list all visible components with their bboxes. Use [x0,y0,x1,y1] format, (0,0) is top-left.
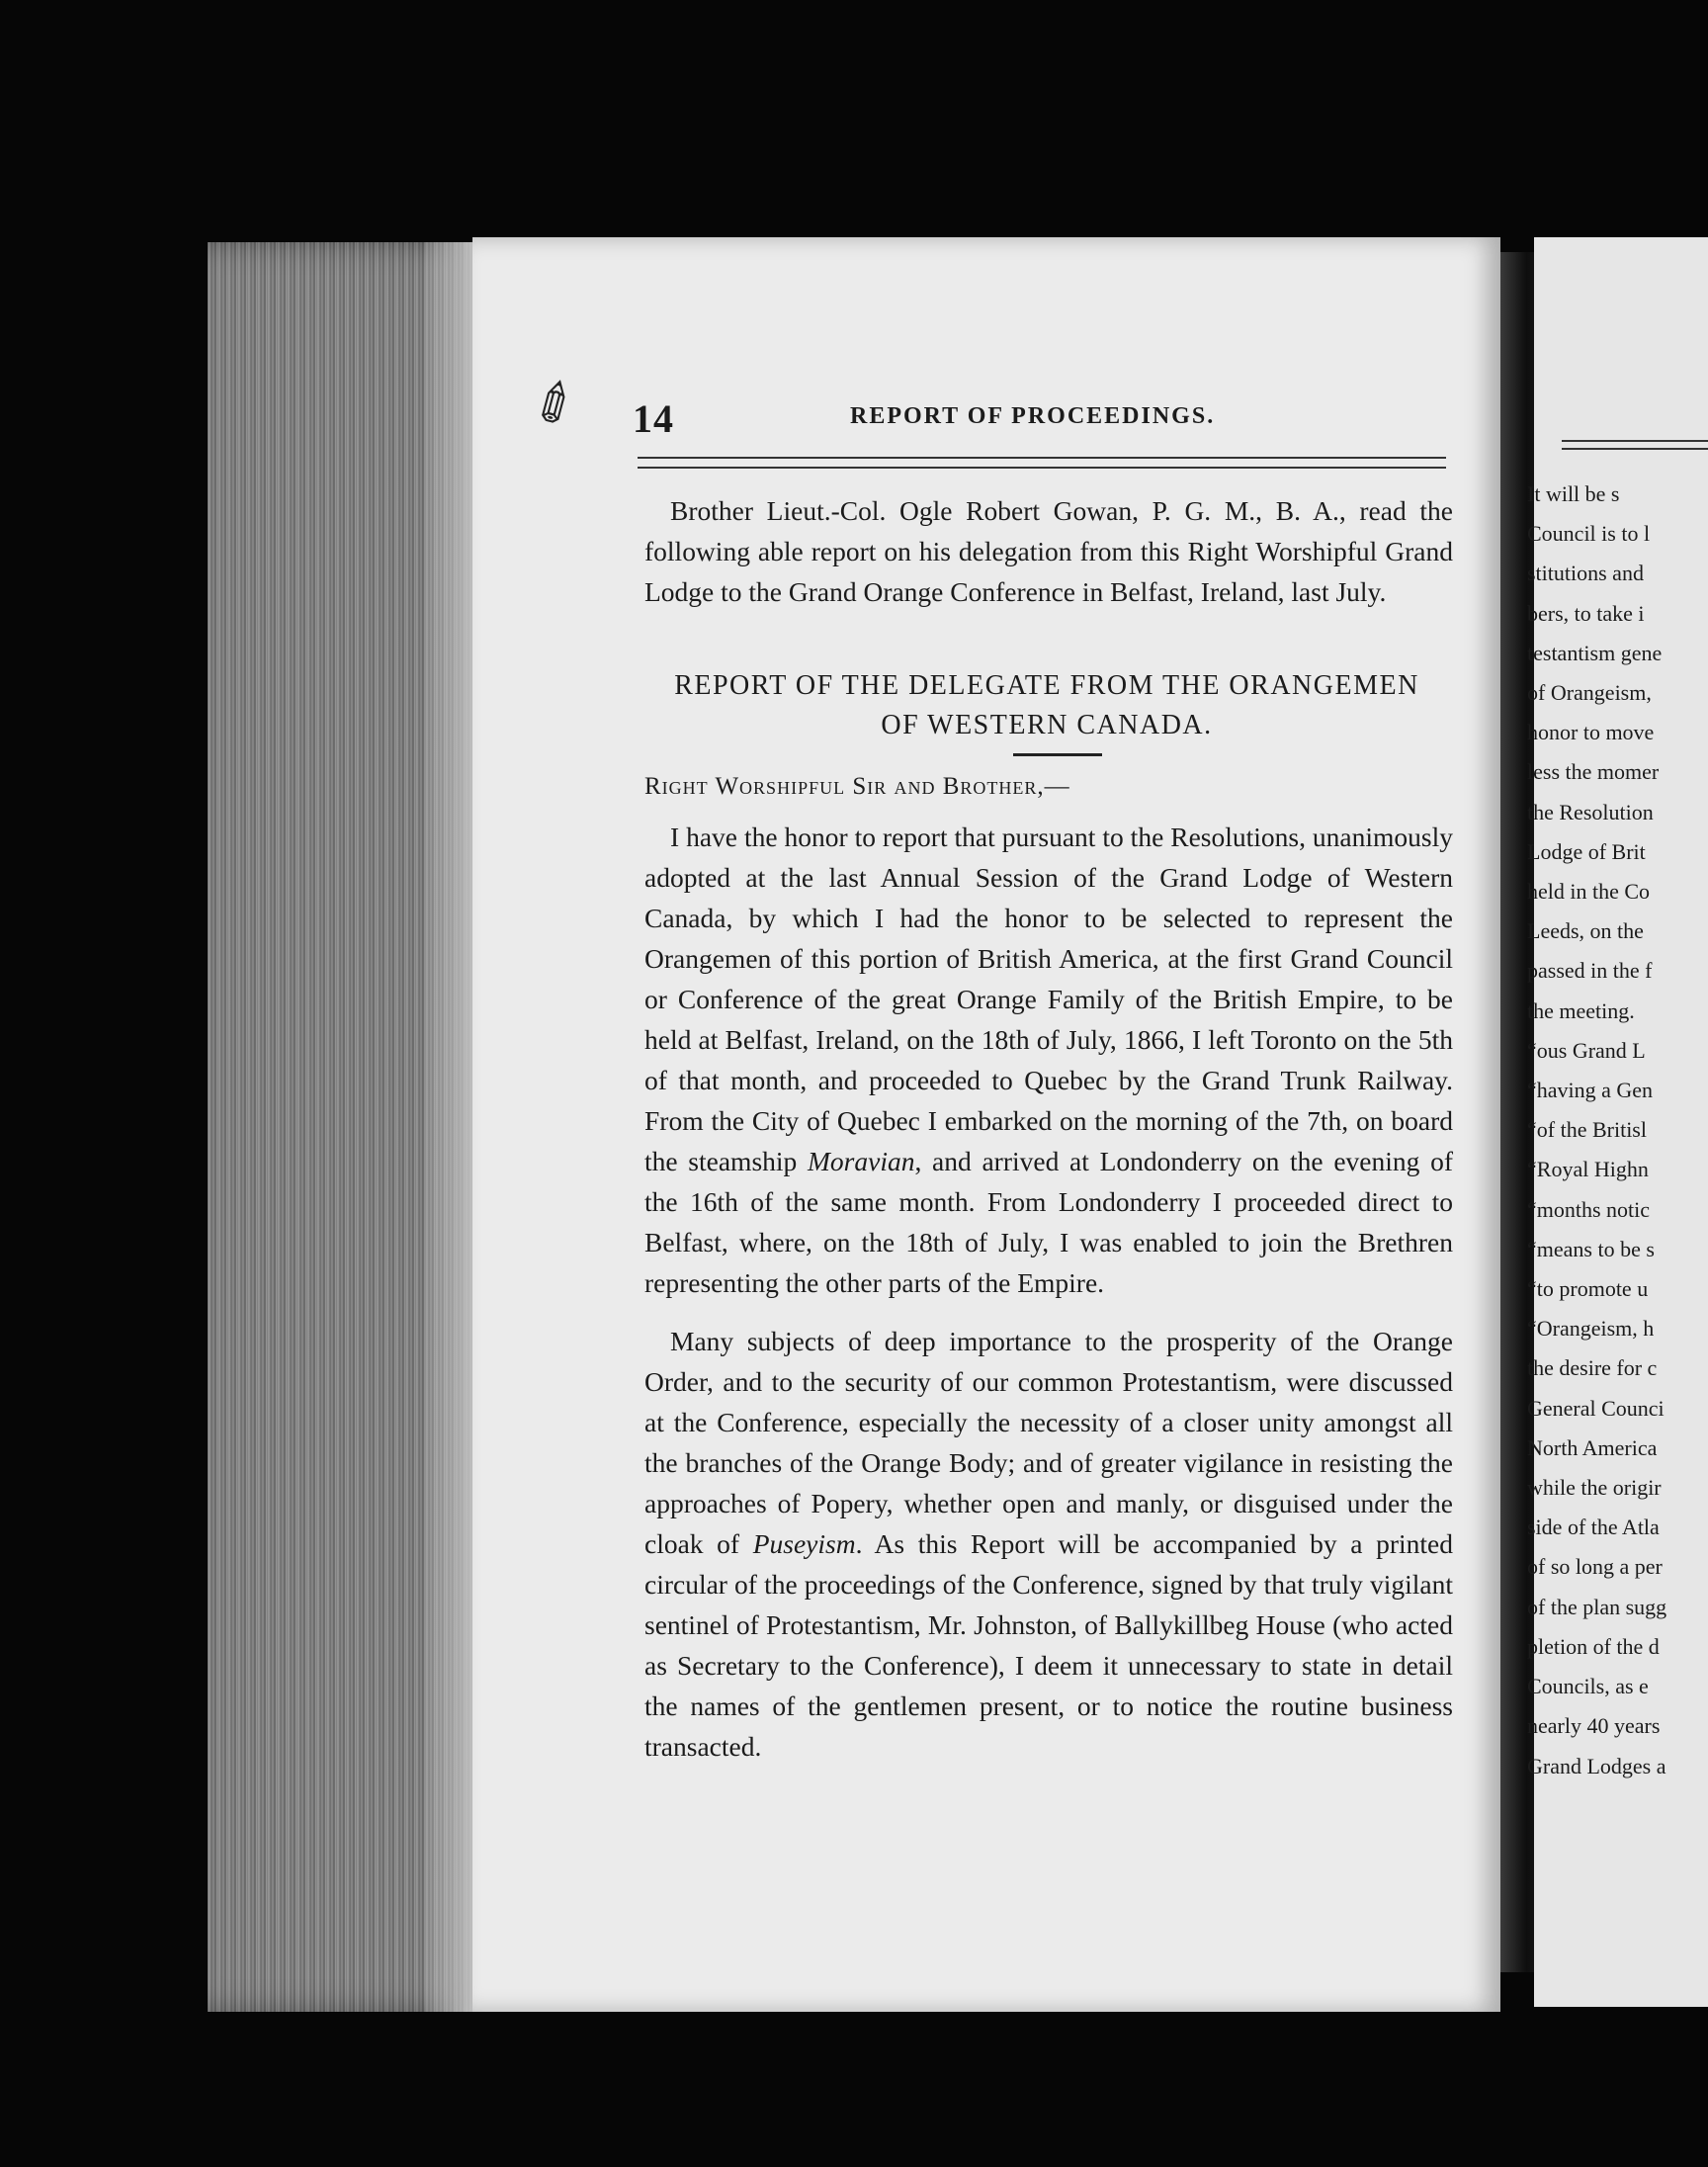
facing-page-line: Council is to l [1527,521,1651,547]
facing-page-line: “to promote u [1527,1276,1649,1302]
page-number: 14 [633,396,674,441]
facing-page-line: of Orangeism, [1527,680,1652,706]
facing-page-line: while the origir [1527,1475,1662,1501]
facing-page-line: “Royal Highn [1527,1157,1649,1182]
facing-page-line: passed in the f [1527,958,1653,984]
intro-text: Brother Lieut.-Col. Ogle Robert Gowan, P. G. M., B. A., read the following able report on his delegation from this Right Worshipful Grand Lodge to the Grand Orange Conference in Belfast, Ireland, last July. [644,495,1453,607]
pencil-mark-icon: ✐ [522,368,591,443]
facing-page-line: less the momer [1527,759,1660,785]
facing-page-line: stitutions and [1527,561,1644,586]
facing-page-line: “months notic [1527,1196,1651,1222]
para2-text-b: . As this Report will be accompanied by a printed circular of the proceedings of the Conference, signed by that truly vigilant sentinel of Protestantism, Mr. Johnston, of Ballykillbeg House (who acted as Secretary to the Conference), I deem it unnecessary to state in detail the names of the gentlemen present, or to notice the routine business transacted. [644,1528,1453,1762]
facing-page-rule [1562,440,1708,450]
ship-name: Moravian [808,1146,915,1176]
facing-page-line: “Orangeism, h [1527,1316,1655,1342]
para1-text-b: , and arrived at Londonderry on the evening of the 16th of the same month. From Londonderry I proceeded direct to Belfast, where, on the 18th of July, I was enabled to join the Brethren representing the other parts of the Empire. [644,1146,1454,1298]
facing-page-line: testantism gene [1527,640,1663,665]
facing-page-line: “of the Britisl [1527,1117,1647,1143]
facing-page-line: of the plan sugg [1527,1594,1667,1619]
facing-page-line: General Counci [1527,1395,1665,1421]
report-paragraph-1 [644,817,1453,1303]
header-rule [638,457,1446,469]
running-title: REPORT OF PROCEEDINGS. [850,403,1216,429]
facing-page-line: nearly 40 years [1527,1713,1661,1739]
facing-page-line: It will be s [1527,481,1620,506]
facing-page-line: the meeting. [1527,997,1635,1023]
facing-page-line: bers, to take i [1527,600,1645,626]
report-paragraph-2 [644,1321,1453,1767]
facing-page-text [1527,475,1708,1786]
facing-page-line: pletion of the d [1527,1633,1660,1659]
facing-page-line: of so long a per [1527,1554,1663,1580]
para2-text-a: Many subjects of deep importance to the prosperity of the Orange Order, and to the security of our common Protestantism, were discussed at the Conference, especially the necessity of a closer unity amongst all the branches of the Orange Body; and of greater vigilance in resisting the approaches of Popery, whether open and manly, or disguised under the cloak of [644,1326,1453,1559]
facing-page-line: the desire for c [1527,1355,1658,1381]
salutation: Right Worshipful Sir and Brother,— [644,773,1070,800]
para1-text-a: I have the honor to report that pursuant to the Resolutions, unanimously adopted at the last Annual Session of the Grand Lodge of Western Canada, by which I had the honor to be selected to represent the Orangemen of this portion of British America, at the first Grand Council or Conference of the great Orange Family of the British Empire, to be held at Belfast, Ireland, on the 18th of July, 1866, I left Toronto on the 5th of that month, and proceeded to Quebec by the Grand Trunk Railway. From the City of Quebec I embarked on the morning of the 7th, on board the steamship [644,822,1453,1176]
facing-page-line: held in the Co [1527,879,1651,905]
report-title-line-2: OF WESTERN CANADA. [881,710,1213,740]
puseyism-term: Puseyism [752,1528,856,1559]
facing-page-line: Lodge of Brit [1527,838,1646,864]
facing-page-line: “having a Gen [1527,1078,1654,1103]
facing-page-line: the Resolution [1527,799,1654,824]
running-head [633,395,1443,455]
report-title-line-1: REPORT OF THE DELEGATE FROM THE ORANGEMEN [674,670,1419,701]
facing-page-line: Councils, as e [1527,1674,1649,1699]
facing-page-line: Grand Lodges a [1527,1753,1666,1778]
title-divider [1013,753,1102,756]
facing-page-line: “means to be s [1527,1236,1655,1261]
intro-paragraph [644,490,1453,612]
facing-page-line: North America [1527,1434,1658,1460]
facing-page-line: “ous Grand L [1527,1037,1646,1063]
facing-page-line: side of the Atla [1527,1515,1660,1540]
facing-page-line: Leeds, on the [1527,918,1644,944]
book-page-edges [208,242,474,2012]
report-title [638,666,1456,745]
facing-page-line: honor to move [1527,720,1655,745]
